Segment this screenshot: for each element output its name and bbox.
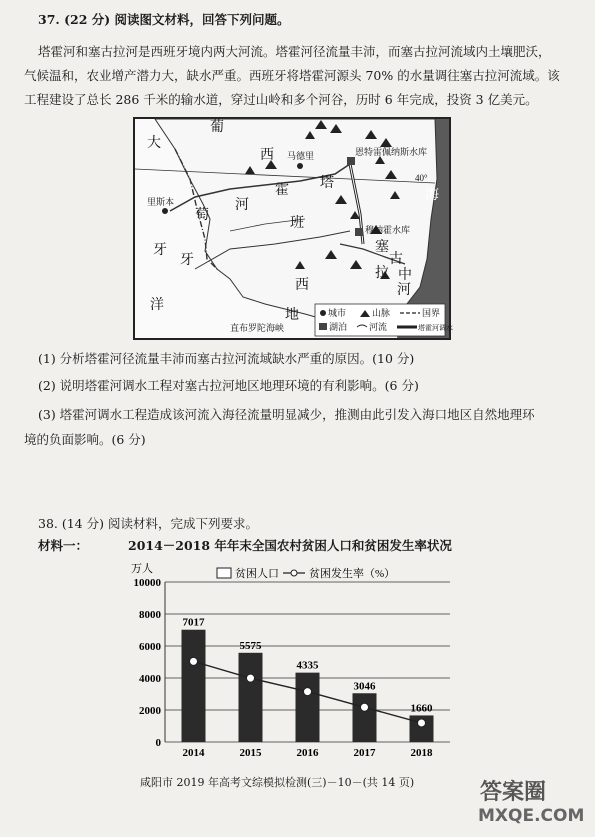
bar-value-label: 5575: [239, 639, 262, 652]
legend-lake-icon: [319, 323, 327, 330]
label-di: 地: [285, 308, 299, 323]
q37-paragraph-1: 塔霍河和塞古拉河是西班牙境内两大河流。塔霍河径流量丰沛，而塞古拉河流域内土壤肥沃，: [38, 44, 551, 59]
y-tick-label: 10000: [133, 577, 161, 589]
label-gibraltar: 直布罗陀海峡: [230, 323, 285, 333]
label-xi: 西: [260, 148, 274, 163]
label-ban: 班: [290, 216, 304, 231]
bar-value-label: 7017: [182, 616, 205, 629]
bar: [353, 693, 377, 742]
legend-line-label: 贫困发生率（%）: [309, 568, 396, 580]
label-ya: 牙: [180, 253, 194, 268]
city-lisbon: [162, 208, 168, 214]
rate-point: [247, 674, 255, 682]
x-tick-label: 2017: [353, 747, 376, 759]
bar-value-label: 1660: [410, 702, 433, 715]
chart-svg: [125, 560, 460, 760]
label-da: 大: [147, 136, 161, 151]
legend-line-marker: [291, 570, 297, 576]
question-38-header: 38. (14 分) 阅读材料，完成下列要求。: [38, 516, 258, 531]
bar-value-label: 4335: [296, 659, 319, 672]
label-xi2: 西: [295, 278, 309, 293]
q37-sub-question-3: (3) 塔霍河调水工程造成该河流入海径流量明显减少，推测由此引发入海口地区自然地理环: [38, 407, 535, 422]
legend-bar-swatch: [217, 568, 231, 578]
q37-sub-question-3-cont: 境的负面影响。(6 分): [24, 432, 146, 447]
y-tick-label: 6000: [139, 641, 161, 653]
label-lat: 40°: [415, 173, 428, 183]
label-sai: 塞: [375, 240, 389, 255]
legend-river-label: 河流: [369, 322, 388, 332]
label-hai: 海: [425, 188, 439, 203]
rate-point: [418, 719, 426, 727]
bar-value-label: 3046: [353, 680, 376, 693]
q37-paragraph-2: 气候温和，农业增产潜力大，缺水严重。西班牙将塔霍河源头 70% 的水量调往塞古拉河流域。该: [24, 68, 560, 83]
label-ta: 塔: [320, 176, 334, 191]
label-huo: 霍: [275, 183, 289, 198]
label-he: 河: [235, 198, 249, 213]
label-entrepenas: 恩特雷佩纳斯水库: [355, 147, 428, 157]
q37-sub-question-1: (1) 分析塔霍河径流量丰沛而塞古拉河流域缺水严重的原因。(10 分): [38, 351, 415, 366]
y-tick-label: 4000: [139, 673, 161, 685]
label-lisbon: 里斯本: [147, 197, 175, 207]
label-pu: 葡: [210, 120, 224, 135]
corner-watermark: 答案圈: [480, 780, 547, 805]
x-tick-label: 2016: [296, 747, 319, 759]
legend-border-label: 国界: [422, 308, 441, 318]
chart-title: 2014－2018 年年末全国农村贫困人口和贫困发生率状况: [128, 538, 452, 553]
label-ya2: 牙: [153, 243, 167, 258]
x-tick-label: 2014: [182, 747, 205, 759]
y-tick-label: 8000: [139, 609, 161, 621]
q37-paragraph-3: 工程建设了总长 286 千米的输水道，穿过山岭和多个河谷，历时 6 年完成，投资 3 亿美元。: [24, 92, 538, 107]
bar: [182, 630, 206, 742]
label-he2: 河: [397, 283, 411, 298]
city-madrid: [297, 163, 303, 169]
iberia-map: [133, 117, 451, 340]
rate-point: [361, 703, 369, 711]
rate-point: [190, 657, 198, 665]
label-zhong: 中: [398, 268, 412, 283]
q37-sub-question-2: (2) 说明塔霍河调水工程对塞古拉河地区地理环境的有利影响。(6 分): [38, 378, 419, 393]
label-madrid: 马德里: [287, 151, 315, 161]
label-tao: 萄: [195, 208, 209, 223]
rate-point: [304, 688, 312, 696]
page-footer: 咸阳市 2019 年高考文综模拟检测(三)－10－(共 14 页): [140, 776, 415, 789]
label-yang: 洋: [150, 298, 164, 313]
y-tick-label: 0: [155, 737, 161, 749]
y-axis-label: 万人: [131, 563, 153, 575]
legend-bar-label: 贫困人口: [235, 568, 279, 580]
legend-canal-label: 塔霍河调水: [418, 324, 453, 332]
label-reservoir2: 穆纳霍水库: [365, 225, 411, 235]
legend-lake-label: 湖泊: [329, 322, 348, 332]
question-37-header: 37. (22 分) 阅读图文材料，回答下列问题。: [38, 12, 290, 27]
legend-city-icon: [320, 310, 326, 316]
x-tick-label: 2015: [239, 747, 262, 759]
x-tick-label: 2018: [410, 747, 433, 759]
bar: [239, 653, 263, 742]
legend-city-label: 城市: [328, 308, 347, 318]
poverty-chart: [125, 560, 460, 760]
reservoir-1: [347, 157, 355, 165]
site-watermark: MXQE.COM: [478, 806, 585, 826]
material-label: 材料一：: [38, 538, 89, 553]
y-tick-label: 2000: [139, 705, 161, 717]
label-la: 拉: [375, 266, 389, 281]
bar: [296, 673, 320, 742]
label-gu: 古: [389, 252, 403, 267]
map-svg: [135, 119, 453, 338]
reservoir-2: [355, 228, 363, 236]
legend-mountain-label: 山脉: [372, 308, 391, 318]
